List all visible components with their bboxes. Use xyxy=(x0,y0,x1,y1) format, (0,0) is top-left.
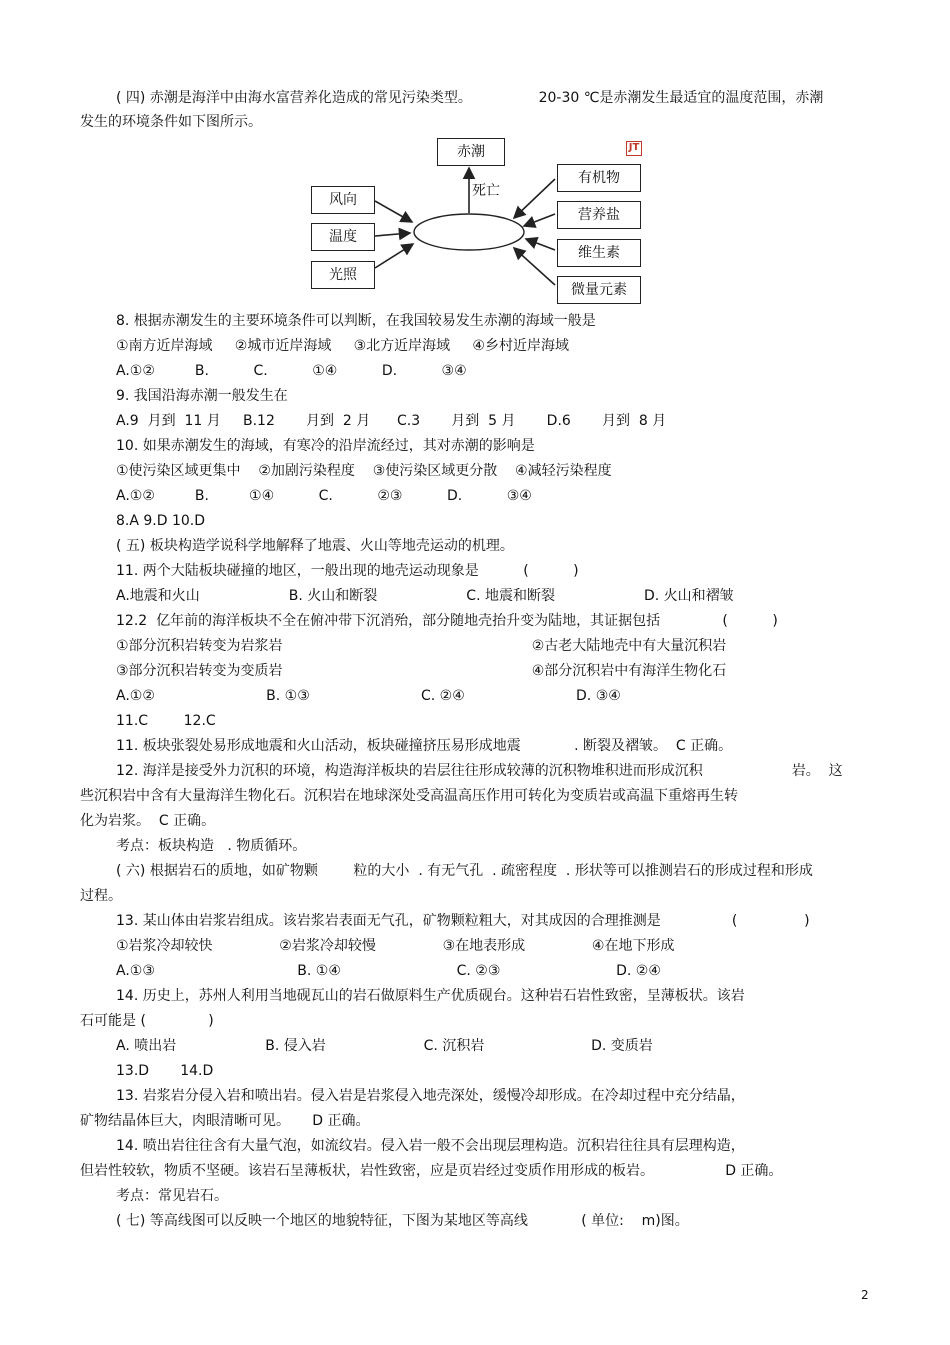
arrow-light xyxy=(375,244,413,268)
box-vitamin: 维生素 xyxy=(557,239,641,267)
text-line: ( 四) 赤潮是海洋中由海水富营养化造成的常见污染类型。 20-30 ℃是赤潮发生最适宜的温度范围，赤潮 xyxy=(116,90,824,106)
text-line: 14. 喷出岩往往含有大量气泡，如流纹岩。侵入岩一般不会出现层理构造。沉积岩往往具有层理构造， xyxy=(116,1138,745,1154)
ellipse-center xyxy=(414,214,524,250)
arrow-organic xyxy=(514,179,555,218)
arrow-wind xyxy=(375,201,412,222)
text-line: 11.C 12.C xyxy=(116,713,216,729)
text-line: 发生的环境条件如下图所示。 xyxy=(80,114,262,130)
text-line: 但岩性较软，物质不坚硬。该岩石呈薄板状，岩性致密，应是页岩经过变质作用形成的板岩。 D 正确。 xyxy=(80,1163,783,1179)
text-line: ( 五) 板块构造学说科学地解释了地震、火山等地壳运动的机理。 xyxy=(116,538,514,554)
text-line: 13. 某山体由岩浆岩组成。该岩浆岩表面无气孔，矿物颗粒粗大，对其成因的合理推测是 ( ) xyxy=(116,913,810,929)
text-line: 过程。 xyxy=(80,888,122,904)
text-line: 13.D 14.D xyxy=(116,1063,214,1079)
text-line: A. 喷出岩 B. 侵入岩 C. 沉积岩 D. 变质岩 xyxy=(116,1038,653,1054)
text-line: A.①② B. ①③ C. ②④ D. ③④ xyxy=(116,688,621,704)
text-line: 12.2 亿年前的海洋板块不全在俯冲带下沉消殆，部分随地壳抬升变为陆地，其证据包括 ( ) xyxy=(116,613,778,629)
box-organic: 有机物 xyxy=(557,164,641,192)
text-line: 10. 如果赤潮发生的海域，有寒冷的沿岸流经过，其对赤潮的影响是 xyxy=(116,438,535,454)
text-line: 考点：板块构造 . 物质循环。 xyxy=(116,838,307,854)
text-line: ①南方近岸海域 ②城市近岸海域 ③北方近岸海域 ④乡村近岸海域 xyxy=(116,338,569,354)
page-number: 2 xyxy=(861,1288,869,1302)
arrow-vitamin xyxy=(526,239,555,250)
box-trace-elements: 微量元素 xyxy=(557,276,641,304)
text-line: 14. 历史上，苏州人利用当地砚瓦山的岩石做原料生产优质砚台。这种岩石岩性致密，呈薄板状。该岩 xyxy=(116,988,745,1004)
arrow-trace xyxy=(514,248,555,285)
text-line: A.①② B. ①④ C. ②③ D. ③④ xyxy=(116,488,532,504)
box-light: 光照 xyxy=(311,261,375,289)
text-line: 石可能是 ( ) xyxy=(80,1013,214,1029)
text-line: 11. 板块张裂处易形成地震和火山活动，板块碰撞挤压易形成地震 . 断裂及褶皱。 C 正确。 xyxy=(116,738,733,754)
text-line: ①岩浆冷却较快 ②岩浆冷却较慢 ③在地表形成 ④在地下形成 xyxy=(116,938,675,954)
text-line: 矿物结晶体巨大，肉眼清晰可见。 D 正确。 xyxy=(80,1113,370,1129)
text-line: 11. 两个大陆板块碰撞的地区，一般出现的地壳运动现象是 ( ) xyxy=(116,563,579,579)
box-wind: 风向 xyxy=(311,186,375,214)
box-temperature: 温度 xyxy=(311,223,375,251)
text-line: 12. 海洋是接受外力沉积的环境，构造海洋板块的岩层往往形成较薄的沉积物堆积进而形成沉积 岩。 这 xyxy=(116,763,843,779)
text-line: 8.A 9.D 10.D xyxy=(116,513,206,529)
label-death: 死亡 xyxy=(472,183,500,199)
seal-logo: JT xyxy=(626,141,642,156)
box-red-tide: 赤潮 xyxy=(437,138,505,166)
text-line: A.地震和火山 B. 火山和断裂 C. 地震和断裂 D. 火山和褶皱 xyxy=(116,588,734,604)
text-line: A.①② B. C. ①④ D. ③④ xyxy=(116,363,467,379)
text-line: A.9 月到 11 月 B.12 月到 2 月 C.3 月到 5 月 D.6 月到 8 月 xyxy=(116,413,667,429)
text-line: ①使污染区域更集中 ②加剧污染程度 ③使污染区域更分散 ④减轻污染程度 xyxy=(116,463,612,479)
arrow-nutrient xyxy=(524,214,555,226)
text-line: 些沉积岩中含有大量海洋生物化石。沉积岩在地球深处受高温高压作用可转化为变质岩或高温下重熔再生转 xyxy=(80,788,738,804)
text-line: 考点：常见岩石。 xyxy=(116,1188,228,1204)
text-line: 8. 根据赤潮发生的主要环境条件可以判断，在我国较易发生赤潮的海域一般是 xyxy=(116,313,596,329)
text-line: 化为岩浆。 C 正确。 xyxy=(80,813,216,829)
text-line: ①部分沉积岩转变为岩浆岩 ②古老大陆地壳中有大量沉积岩 xyxy=(116,638,727,654)
text-line: ( 七) 等高线图可以反映一个地区的地貌特征，下图为某地区等高线 ( 单位: m)图。 xyxy=(116,1213,689,1229)
text-line: 13. 岩浆岩分侵入岩和喷出岩。侵入岩是岩浆侵入地壳深处，缓慢冷却形成。在冷却过程中充分结晶， xyxy=(116,1088,745,1104)
arrow-temperature xyxy=(375,233,410,236)
text-line: 9. 我国沿海赤潮一般发生在 xyxy=(116,388,288,404)
text-line: ③部分沉积岩转变为变质岩 ④部分沉积岩中有海洋生物化石 xyxy=(116,663,727,679)
box-nutrient: 营养盐 xyxy=(557,201,641,229)
text-line: ( 六) 根据岩石的质地，如矿物颗 粒的大小 . 有无气孔 . 疏密程度 . 形状等可以推测岩石的形成过程和形成 xyxy=(116,863,813,879)
text-line: A.①③ B. ①④ C. ②③ D. ②④ xyxy=(116,963,661,979)
diagram-arrows xyxy=(0,0,950,320)
